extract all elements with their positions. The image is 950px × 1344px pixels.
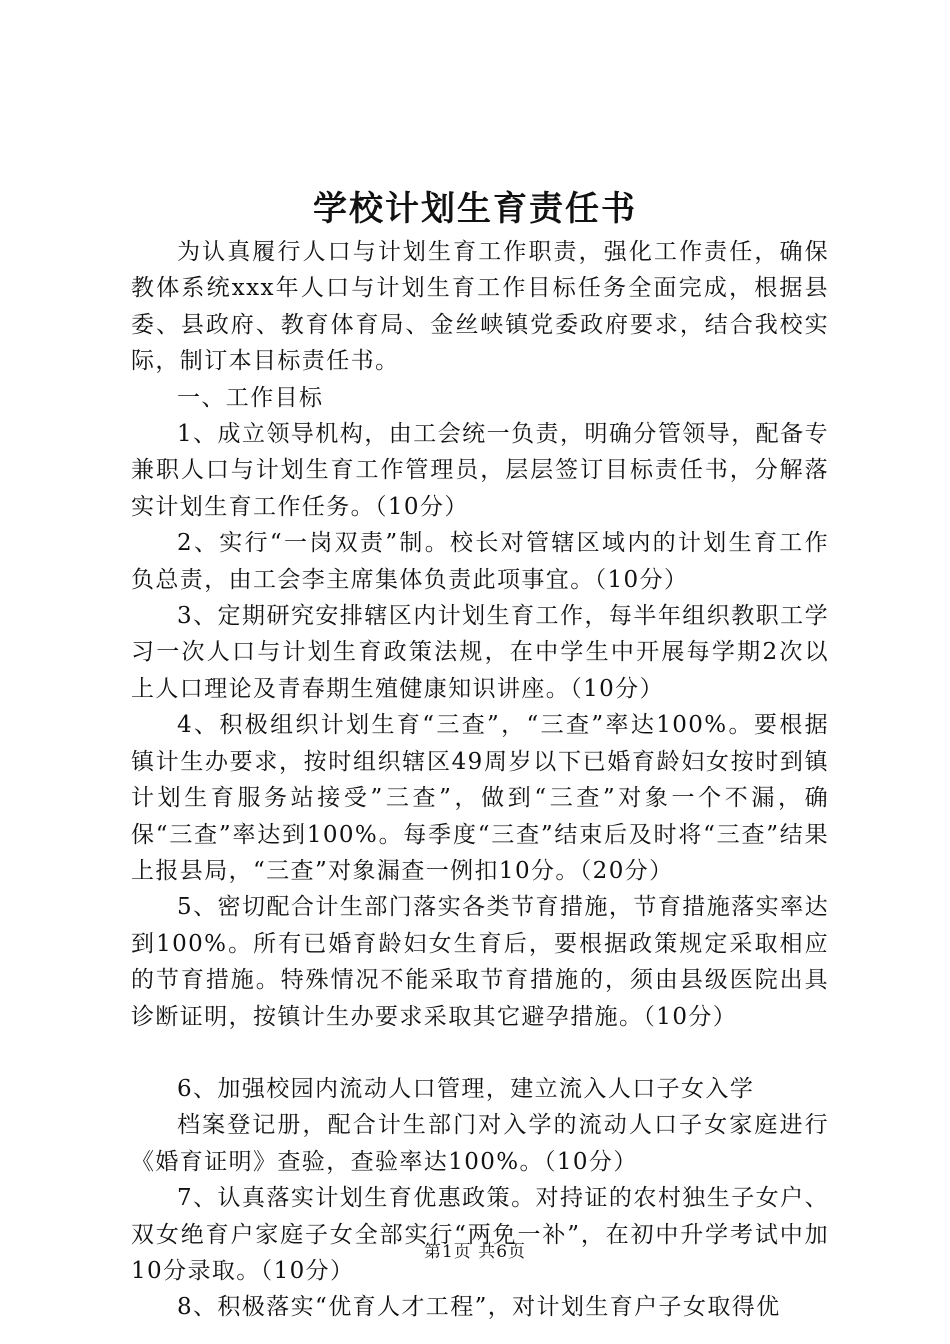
item-paragraph: 6、加强校园内流动人口管理，建立流入人口子女入学 <box>177 1075 755 1102</box>
item-paragraph: 7、认真落实计划生育优惠政策。对持证的农村独生子女户、双女绝育户家庭子女全部实行“两免一补”，在初中升学考试中加10分录取。（10分） <box>131 1185 829 1284</box>
item-paragraph: 8、积极落实“优育人才工程”，对计划生育户子女取得优 <box>177 1294 781 1321</box>
item-paragraph: 2、实行“一岗双责”制。校长对管辖区域内的计划生育工作负总责，由工会李主席集体负责此项事宜。（10分） <box>131 530 829 593</box>
item-paragraph: 4、积极组织计划生育“三查”，“三查”率达100%。要根据镇计生办要求，按时组织辖区49周岁以下已婚育龄妇女按时到镇计划生育服务站接受”三查”，做到“三查”对象一个不漏，确保“三查”率达到100%。每季度“三查”结束后及时将“三查”结果上报县局，“三查”对象漏查一例扣10分。（20分） <box>131 712 829 884</box>
item-paragraph: 5、密切配合计生部门落实各类节育措施，节育措施落实率达到100%。所有已婚育龄妇女生育后，要根据政策规定采取相应的节育措施。特殊情况不能采取节育措施的，须由县级医院出具诊断证明，按镇计生办要求采取其它避孕措施。（10分） <box>131 894 829 1030</box>
document-title: 学校计划生育责任书 <box>313 189 637 229</box>
document-body <box>131 234 829 1326</box>
page-number: 第1页 共6页 <box>423 1242 527 1262</box>
item-paragraph: 1、成立领导机构，由工会统一负责，明确分管领导，配备专兼职人口与计划生育工作管理员，层层签订目标责任书，分解落实计划生育工作任务。（10分） <box>131 421 829 520</box>
section-heading: 一、工作目标 <box>177 384 324 411</box>
item-paragraph: 3、定期研究安排辖区内计划生育工作，每半年组织教职工学习一次人口与计划生育政策法规，在中学生中开展每学期2次以上人口理论及青春期生殖健康知识讲座。（10分） <box>131 603 829 702</box>
item-paragraph-continued: 档案登记册，配合计生部门对入学的流动人口子女家庭进行《婚育证明》查验，查验率达100%。（10分） <box>131 1112 829 1175</box>
intro-paragraph: 为认真履行人口与计划生育工作职责，强化工作责任，确保教体系统xxx年人口与计划生育工作目标任务全面完成，根据县委、县政府、教育体育局、金丝峡镇党委政府要求，结合我校实际，制订本目标责任书。 <box>131 239 829 375</box>
